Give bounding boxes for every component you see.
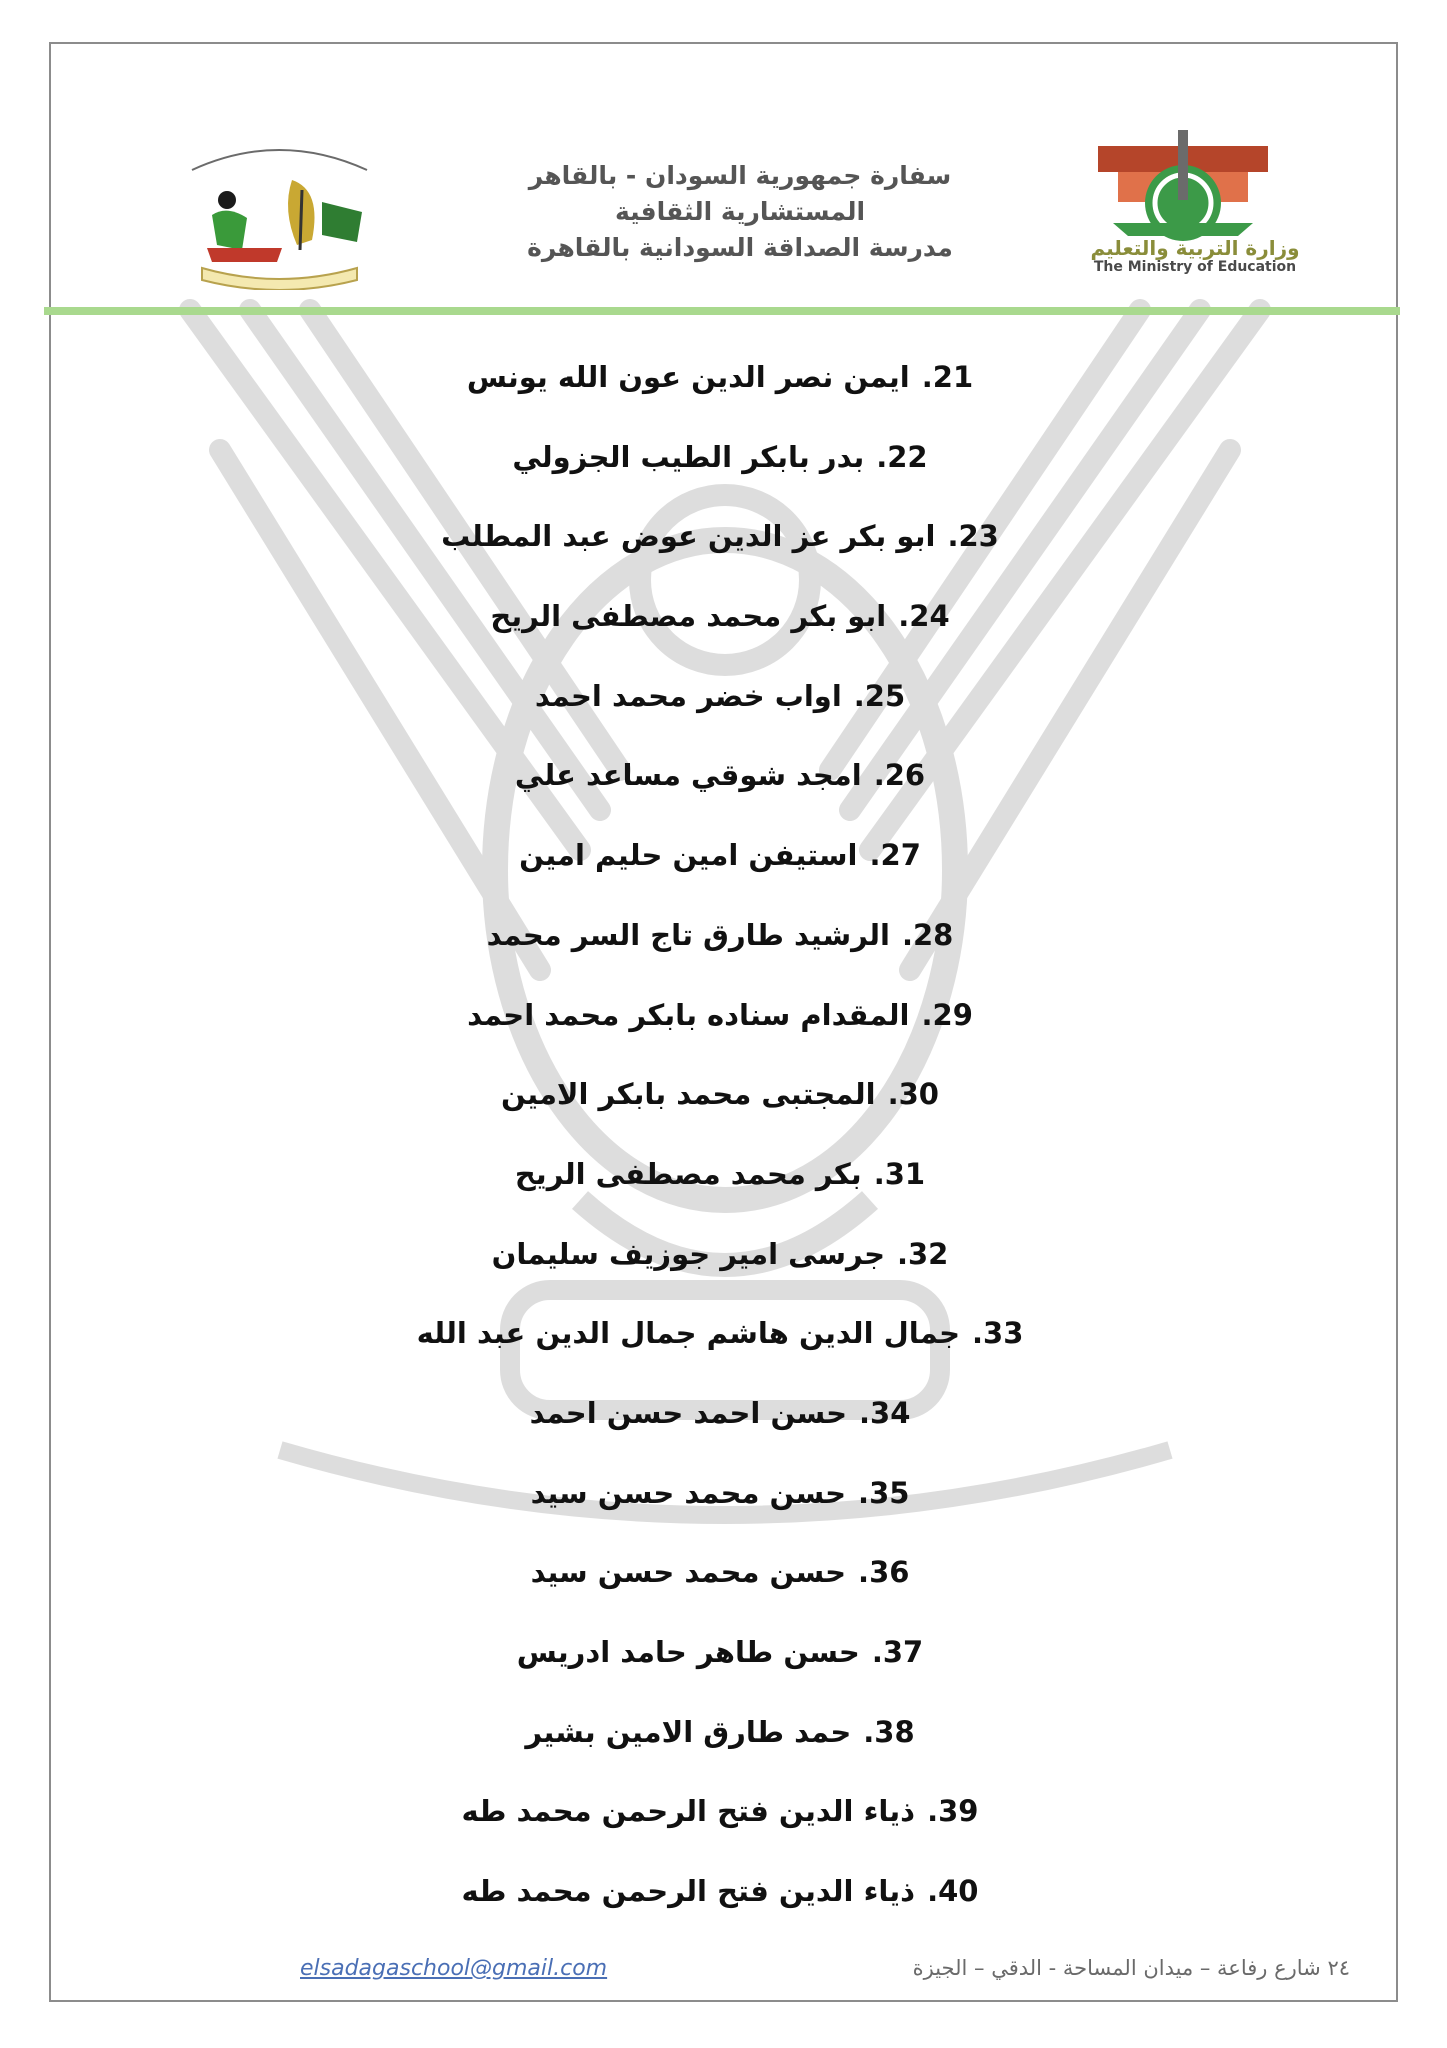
school-email-link[interactable]: elsadagaschool@gmail.com bbox=[300, 1956, 608, 1981]
list-item bbox=[360, 577, 1080, 657]
student-name: ابو بكر محمد مصطفى الريح bbox=[490, 599, 887, 634]
student-name: اواب خضر محمد احمد bbox=[534, 678, 842, 713]
item-number: 38. bbox=[863, 1714, 915, 1749]
student-name: المجتبى محمد بابكر الامين bbox=[501, 1077, 876, 1112]
list-item bbox=[360, 1374, 1080, 1454]
item-number: 31. bbox=[873, 1156, 926, 1191]
item-number: 25. bbox=[853, 678, 906, 713]
item-number: 32. bbox=[896, 1236, 949, 1271]
student-name: بكر محمد مصطفى الريح bbox=[514, 1156, 862, 1191]
list-item bbox=[360, 1454, 1080, 1534]
student-name: ابو بكر عز الدين عوض عبد المطلب bbox=[441, 519, 936, 554]
student-name: حمد طارق الامين بشير bbox=[525, 1714, 852, 1749]
item-number: 30. bbox=[887, 1077, 939, 1112]
student-name: امجد شوقي مساعد علي bbox=[514, 758, 862, 793]
student-name: حسن طاهر حامد ادريس bbox=[516, 1635, 860, 1669]
list-item bbox=[360, 1613, 1080, 1693]
item-number: 37. bbox=[871, 1635, 924, 1669]
list-item bbox=[360, 736, 1080, 816]
cultural-attache-line: المستشارية الثقافية bbox=[614, 197, 866, 226]
student-name: استيفن امين حليم امين bbox=[519, 838, 858, 873]
school-name-line: مدرسة الصداقة السودانية بالقاهرة bbox=[527, 233, 953, 262]
student-name: جمال الدين هاشم جمال الدين عبد الله bbox=[416, 1316, 961, 1351]
student-name: ايمن نصر الدين عون الله يونس bbox=[466, 360, 910, 394]
list-item bbox=[360, 1215, 1080, 1295]
list-item bbox=[360, 1135, 1080, 1215]
list-item bbox=[360, 1693, 1080, 1773]
student-name: حسن احمد حسن احمد bbox=[529, 1395, 847, 1430]
list-item bbox=[360, 1533, 1080, 1613]
student-name: ذياء الدين فتح الرحمن محمد طه bbox=[461, 1874, 916, 1909]
student-name: جرسى امير جوزيف سليمان bbox=[491, 1236, 885, 1271]
item-number: 24. bbox=[898, 599, 950, 634]
item-number: 28. bbox=[901, 917, 954, 952]
list-item bbox=[360, 1852, 1080, 1932]
item-number: 27. bbox=[869, 838, 921, 873]
item-number: 29. bbox=[921, 997, 973, 1032]
school-address: ٢٤ شارع رفاعة – ميدان المساحة - الدقي – الجيزة bbox=[912, 1956, 1350, 1980]
item-number: 22. bbox=[876, 439, 928, 474]
list-item bbox=[360, 657, 1080, 737]
item-number: 35. bbox=[858, 1475, 910, 1510]
list-item bbox=[360, 338, 1080, 418]
item-number: 33. bbox=[972, 1316, 1024, 1351]
student-name: ذياء الدين فتح الرحمن محمد طه bbox=[461, 1794, 916, 1829]
student-names-list bbox=[360, 338, 1080, 1932]
item-number: 36. bbox=[858, 1555, 910, 1590]
letterhead-title bbox=[520, 158, 960, 266]
school-logo bbox=[172, 130, 387, 290]
list-item bbox=[360, 816, 1080, 896]
header-divider bbox=[44, 307, 1400, 315]
student-name: الرشيد طارق تاج السر محمد bbox=[486, 917, 890, 952]
list-item bbox=[360, 1294, 1080, 1374]
item-number: 39. bbox=[927, 1794, 979, 1829]
item-number: 23. bbox=[947, 519, 999, 554]
ministry-arabic-name: وزارة التربية والتعليم bbox=[1090, 236, 1300, 260]
list-item bbox=[360, 1772, 1080, 1852]
ministry-english-name: The Ministry of Education bbox=[1093, 259, 1297, 275]
list-item bbox=[360, 418, 1080, 498]
list-item bbox=[360, 896, 1080, 976]
student-name: حسن محمد حسن سيد bbox=[530, 1555, 847, 1590]
student-name: حسن محمد حسن سيد bbox=[530, 1475, 847, 1510]
item-number: 26. bbox=[873, 758, 926, 793]
item-number: 40. bbox=[927, 1874, 979, 1909]
list-item bbox=[360, 497, 1080, 577]
embassy-line: سفارة جمهورية السودان - بالقاهر bbox=[528, 161, 952, 190]
item-number: 34. bbox=[858, 1395, 911, 1430]
item-number: 21. bbox=[921, 360, 974, 394]
student-name: بدر بابكر الطيب الجزولي bbox=[512, 439, 865, 474]
student-name: المقدام سناده بابكر محمد احمد bbox=[467, 997, 910, 1032]
list-item bbox=[360, 976, 1080, 1056]
list-item bbox=[360, 1055, 1080, 1135]
